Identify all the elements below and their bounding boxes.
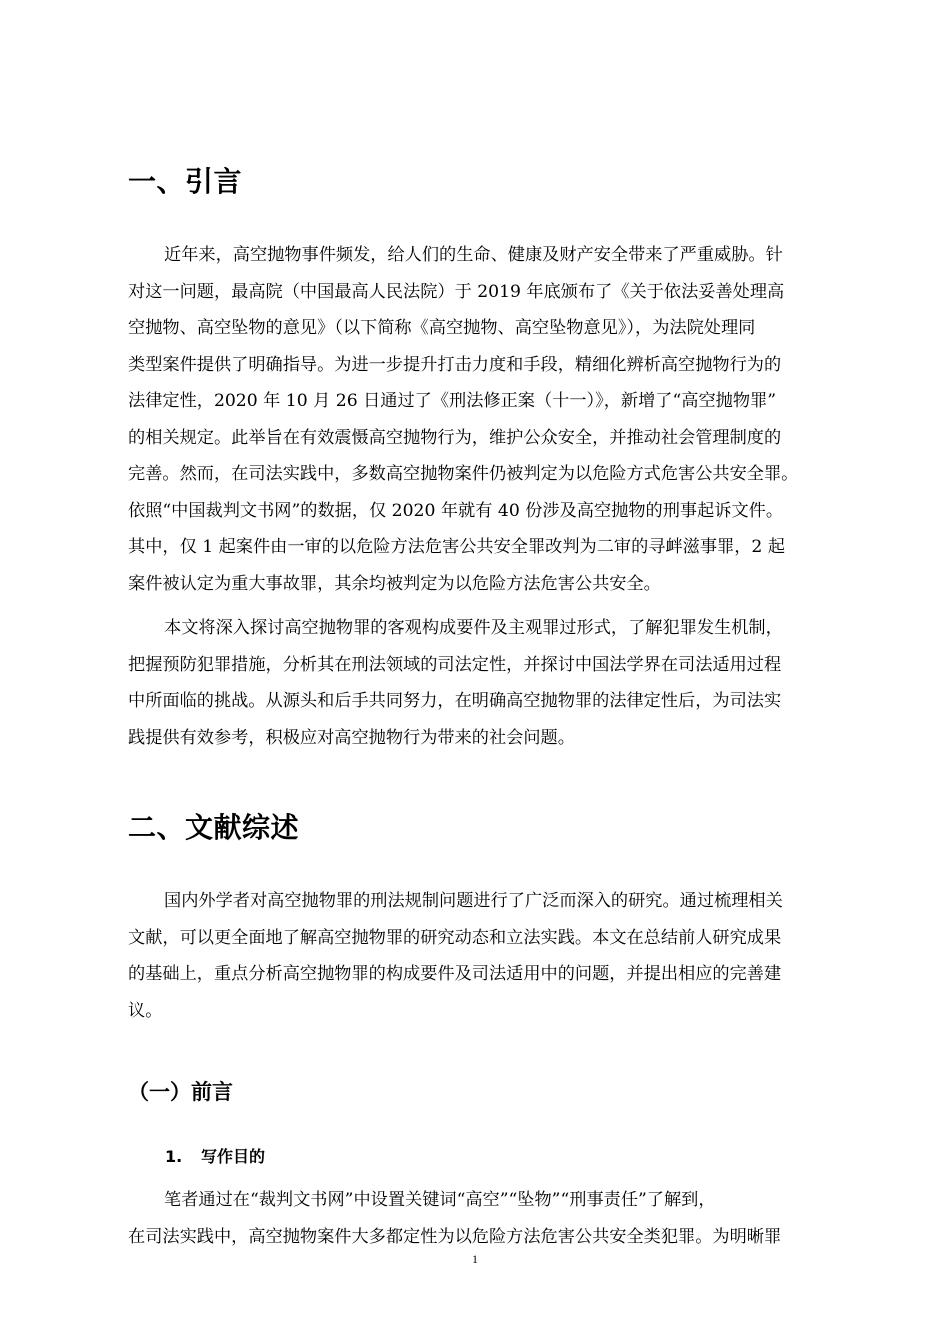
text-line: 的基础上，重点分析高空抛物罪的构成要件及司法适用中的问题，并提出相应的完善建 xyxy=(128,964,782,984)
text-line: 国内外学者对高空抛物罪的刑法规制问题进行了广泛而深入的研究。通过梳理相关 xyxy=(164,891,783,911)
text-line: 中所面临的挑战。从源头和后手共同努力，在明确高空抛物罪的法律定性后，为司法实 xyxy=(128,691,782,711)
text-line: 对这一问题，最高院（中国最高人民法院）于 2019 年底颁布了《关于依法妥善处理高 xyxy=(128,281,785,302)
page-number: 1 xyxy=(472,1252,478,1266)
text-line: 近年来，高空抛物事件频发，给人们的生命、健康及财产安全带来了严重威胁。针 xyxy=(164,245,783,265)
text-line: 的相关规定。此举旨在有效震慑高空抛物行为，维护公众安全，并推动社会管理制度的 xyxy=(128,427,782,448)
paragraph-introduction-1 xyxy=(128,237,866,602)
text-line: 类型案件提供了明确指导。为进一步提升打击力度和手段，精细化辨析高空抛物行为的 xyxy=(128,354,782,375)
text-line: 笔者通过在“裁判文书网”中设置关键词“高空”“坠物”“刑事责任”了解到， xyxy=(164,1190,716,1210)
text-line: 在司法实践中，高空抛物案件大多都定性为以危险方法危害公共安全类犯罪。为明晰罪 xyxy=(128,1226,782,1247)
paragraph-literature-review xyxy=(128,883,866,1029)
text-line: 案件被认定为重大事故罪，其余均被判定为以危险方法危害公共安全。 xyxy=(128,573,661,594)
paragraph-writing-purpose xyxy=(128,1182,866,1255)
item-heading-writing-purpose xyxy=(165,1146,265,1168)
text-line: 议。 xyxy=(128,1000,163,1021)
subsection-heading-preface: （一）前言 xyxy=(128,1080,233,1104)
section-heading-introduction: 一、引言 xyxy=(128,165,243,198)
section-heading-literature-review: 二、文献综述 xyxy=(128,811,300,844)
item-heading-text: 写作目的 xyxy=(201,1147,266,1166)
text-line: 法律定性，2020 年 10 月 26 日通过了《刑法修正案（十一）》，新增了“高空抛物罪” xyxy=(128,391,776,411)
text-line: 依照“中国裁判文书网”的数据，仅 2020 年就有 40 份涉及高空抛物的刑事起诉文件。 xyxy=(128,500,784,521)
text-line: 把握预防犯罪措施，分析其在刑法领域的司法定性，并探讨中国法学界在司法适用过程 xyxy=(128,654,782,675)
text-line: 本文将深入探讨高空抛物罪的客观构成要件及主观罪过形式，了解犯罪发生机制， xyxy=(164,618,783,638)
paragraph-introduction-2 xyxy=(128,610,866,756)
text-line: 空抛物、高空坠物的意见》（以下简称《高空抛物、高空坠物意见》），为法院处理同 xyxy=(128,318,756,338)
text-line: 其中，仅 1 起案件由一审的以危险方法危害公共安全罪改判为二审的寻衅滋事罪，2 起 xyxy=(128,537,786,557)
text-line: 文献，可以更全面地了解高空抛物罪的研究动态和立法实践。本文在总结前人研究成果 xyxy=(128,927,782,948)
text-line: 践提供有效参考，积极应对高空抛物行为带来的社会问题。 xyxy=(128,727,575,748)
item-number: 1. xyxy=(165,1147,183,1166)
text-line: 完善。然而，在司法实践中，多数高空抛物案件仍被判定为以危险方式危害公共安全罪。 xyxy=(128,464,799,484)
